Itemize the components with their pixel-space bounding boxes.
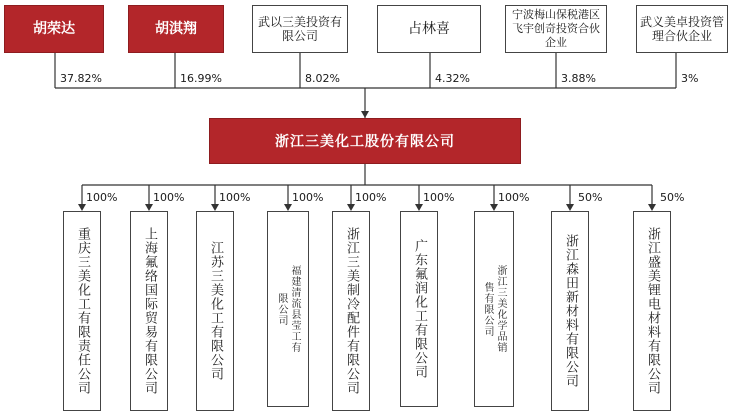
stake-percent: 100% bbox=[86, 191, 118, 204]
stake-percent: 8.02% bbox=[305, 72, 340, 85]
shareholder-name: 占林喜 bbox=[408, 21, 450, 37]
shareholder-name: 武以三美投资有限公司 bbox=[257, 15, 342, 43]
stake-percent: 3.88% bbox=[561, 72, 596, 85]
stake-percent: 50% bbox=[578, 191, 603, 204]
stake-percent: 50% bbox=[660, 191, 685, 204]
stake-percent: 37.82% bbox=[60, 72, 102, 85]
subsidiary-name: 重庆三美化工有限责任公司 bbox=[75, 227, 90, 395]
stake-percent: 4.32% bbox=[435, 72, 470, 85]
shareholder-name: 宁波梅山保税港区飞宇创奇投资合伙企业 bbox=[512, 8, 600, 49]
subsidiary-name: 浙江森田新材料有限公司 bbox=[563, 234, 578, 388]
shareholder-name: 武义美卓投资管理合伙企业 bbox=[640, 15, 725, 43]
stake-percent: 100% bbox=[292, 191, 324, 204]
subsidiary-box-8 bbox=[551, 211, 589, 411]
subsidiary-name: 浙江三美化学品销售有限公司 bbox=[482, 265, 506, 353]
stake-percent: 100% bbox=[153, 191, 185, 204]
subsidiary-box-9 bbox=[633, 211, 671, 411]
shareholder-box-3 bbox=[252, 5, 348, 53]
shareholder-name: 胡荣达 bbox=[33, 21, 75, 37]
subsidiary-box-1 bbox=[63, 211, 101, 411]
subsidiary-box-5 bbox=[332, 211, 370, 411]
shareholder-name: 胡淇翔 bbox=[155, 21, 197, 37]
shareholder-box-5 bbox=[505, 5, 607, 53]
subsidiary-box-7 bbox=[474, 211, 514, 407]
stake-percent: 3% bbox=[681, 72, 699, 85]
shareholder-box-2 bbox=[128, 5, 224, 53]
stake-percent: 100% bbox=[219, 191, 251, 204]
subsidiary-name: 广东氟润化工有限公司 bbox=[412, 239, 427, 379]
stake-percent: 100% bbox=[498, 191, 530, 204]
shareholder-box-6 bbox=[636, 5, 728, 53]
company-box bbox=[209, 118, 521, 164]
company-name: 浙江三美化工股份有限公司 bbox=[275, 134, 455, 150]
subsidiary-name: 江苏三美化工有限公司 bbox=[208, 241, 223, 381]
subsidiary-name: 浙江盛美锂电材料有限公司 bbox=[645, 227, 660, 395]
subsidiary-name: 福建清流县莹工有限公司 bbox=[276, 265, 300, 353]
shareholder-box-4 bbox=[377, 5, 481, 53]
subsidiary-box-4 bbox=[267, 211, 309, 407]
subsidiary-box-3 bbox=[196, 211, 234, 411]
stake-percent: 16.99% bbox=[180, 72, 222, 85]
subsidiary-name: 浙江三美制冷配件有限公司 bbox=[344, 227, 359, 395]
stake-percent: 100% bbox=[355, 191, 387, 204]
shareholder-box-1 bbox=[4, 5, 104, 53]
subsidiary-box-2 bbox=[130, 211, 168, 411]
stake-percent: 100% bbox=[423, 191, 455, 204]
subsidiary-box-6 bbox=[400, 211, 438, 407]
subsidiary-name: 上海氟络国际贸易有限公司 bbox=[142, 227, 157, 395]
